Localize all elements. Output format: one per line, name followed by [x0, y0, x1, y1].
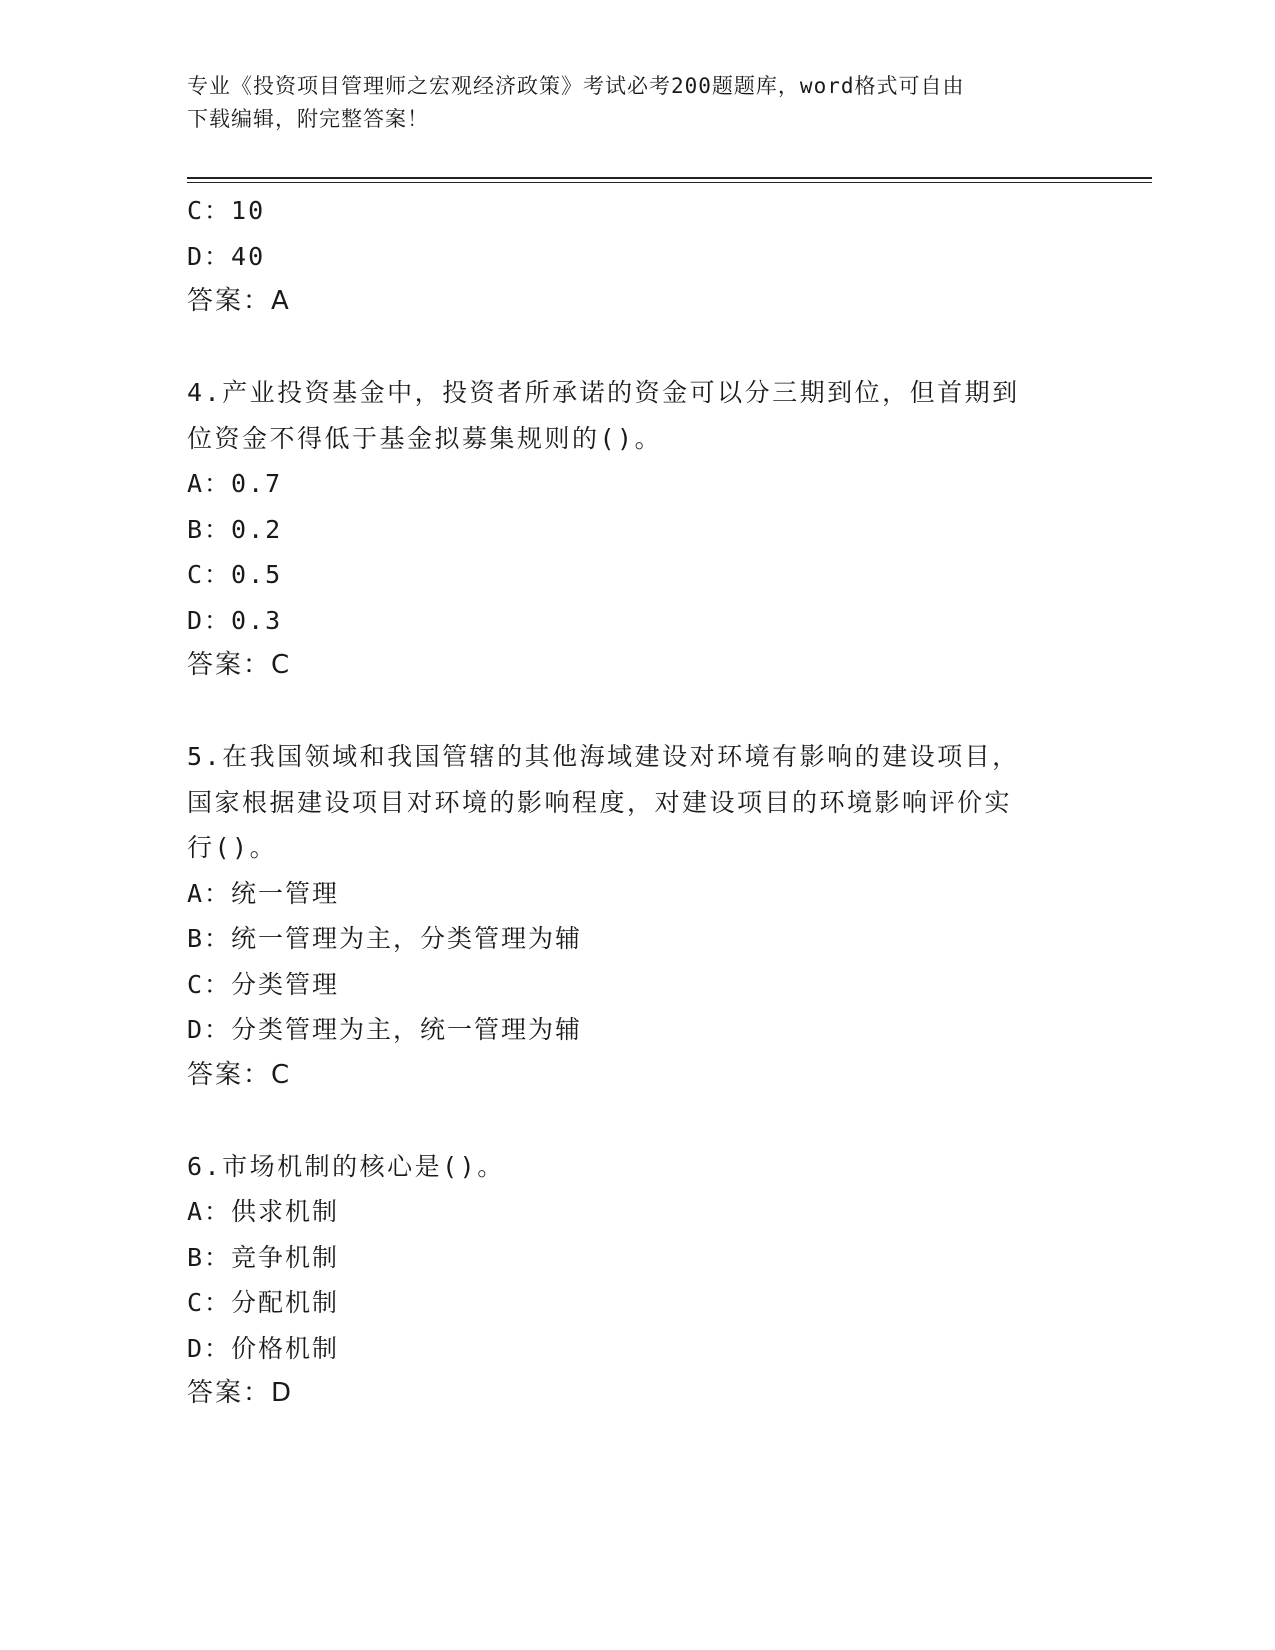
option-c: C：分配机制: [187, 1288, 340, 1317]
question-list: [187, 188, 1067, 1417]
spacer: [187, 325, 1067, 371]
question-5: [187, 734, 1067, 1098]
document-header: [187, 70, 1067, 136]
question-text: [187, 1144, 1047, 1190]
header-divider-thick: [187, 177, 1152, 179]
spacer: [187, 1098, 1067, 1144]
option-d: D：分类管理为主，统一管理为辅: [187, 1015, 583, 1044]
answer-line: 答案：C: [187, 1059, 292, 1090]
option-a: A：统一管理: [187, 878, 340, 908]
option-c: C：10: [187, 196, 266, 225]
question-text-line: 6.市场机制的核心是()。: [187, 1151, 505, 1181]
option-c: C：0.5: [187, 560, 283, 589]
option-a: A：供求机制: [187, 1197, 340, 1226]
spacer: [187, 689, 1067, 735]
option-c: C：分类管理: [187, 969, 340, 999]
answer-line: 答案：A: [187, 286, 291, 316]
header-divider-thin: [187, 182, 1152, 183]
question-text-line: 5.在我国领域和我国管辖的其他海域建设对环境有影响的建设项目，: [187, 742, 1020, 771]
answer-line: 答案：D: [187, 1378, 294, 1408]
question-3-continued: [187, 188, 1067, 325]
option-a: A：0.7: [187, 469, 283, 498]
question-4: [187, 370, 1067, 689]
question-6: [187, 1144, 1067, 1417]
header-line-2: 下载编辑，附完整答案！: [187, 107, 429, 131]
header-line-1: 专业《投资项目管理师之宏观经济政策》考试必考200题题库，word格式可自由: [187, 74, 965, 98]
option-d: D：0.3: [187, 605, 283, 635]
option-b: B：0.2: [187, 514, 283, 544]
option-d: D：价格机制: [187, 1333, 340, 1363]
question-text-line: 国家根据建设项目对环境的影响程度，对建设项目的环境影响评价实: [187, 787, 1013, 817]
question-text-line: 位资金不得低于基金拟募集规则的()。: [187, 423, 663, 453]
option-b: B：统一管理为主，分类管理为辅: [187, 924, 583, 953]
option-b: B：竞争机制: [187, 1242, 340, 1272]
question-text: [187, 734, 1047, 871]
option-d: D：40: [187, 241, 266, 271]
question-text-line: 4.产业投资基金中，投资者所承诺的资金可以分三期到位，但首期到: [187, 378, 1020, 407]
question-text: [187, 370, 1047, 461]
question-text-line: 行()。: [187, 833, 278, 862]
answer-line: 答案：C: [187, 650, 292, 680]
